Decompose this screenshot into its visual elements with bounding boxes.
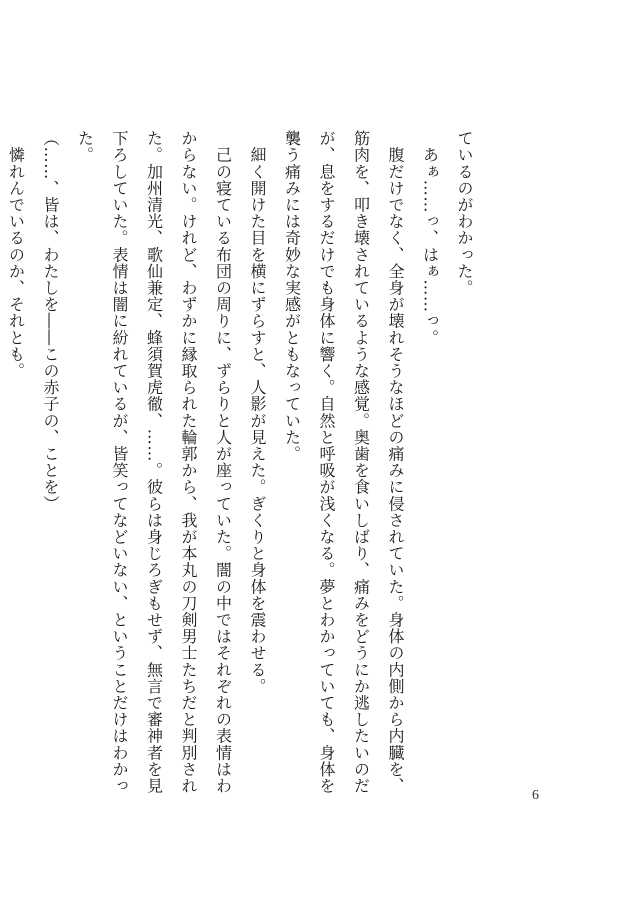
- text-line: からない。けれど、わずかに縁取られた輪郭から、我が本丸の刀剣男士たちだと判別され: [179, 130, 198, 794]
- text-line: 己の寝ている布団の周りに、ずらりと人が座っていた。闇の中ではそれぞれの表情はわ: [213, 130, 233, 794]
- text-line: た。加州清光、歌仙兼定、蜂須賀虎徹、……。彼らは身じろぎもせず、無言で審神者を見: [144, 130, 164, 794]
- vertical-text-block: [0, 130, 481, 794]
- text-line: 下ろしていた。表情は闇に紛れているが、皆笑ってなどいない、ということだけはわかっ: [110, 130, 129, 794]
- text-line: 腹だけでなく、全身が壊れそうなほどの痛みに侵されていた。身体の内側から内臓を、: [386, 130, 405, 794]
- text-line: ているのがわかった。: [455, 130, 474, 296]
- text-line: 細く開けた目を横にずらすと、人影が見えた。ぎくりと身体を震わせる。: [248, 130, 267, 695]
- text-line: 憐れんでいるのか、それとも。: [6, 130, 26, 379]
- text-line: あぁ……っ、はぁ……っ。: [420, 130, 440, 346]
- text-line: た。: [75, 130, 95, 164]
- page-number: 6: [532, 788, 539, 803]
- text-line: 襲う痛みには奇妙な実感がともなっていた。: [282, 130, 302, 462]
- text-line: （……、皆は、わたしを――この赤子の、ことを）: [41, 130, 60, 512]
- text-line: が、息をするだけでも身体に響く。自然と呼吸が浅くなる。夢とわかっていても、身体を: [317, 130, 336, 794]
- text-line: 筋肉を、叩き壊されているような感覚。奥歯を食いしばり、痛みをどうにか逃したいのだ: [351, 130, 371, 794]
